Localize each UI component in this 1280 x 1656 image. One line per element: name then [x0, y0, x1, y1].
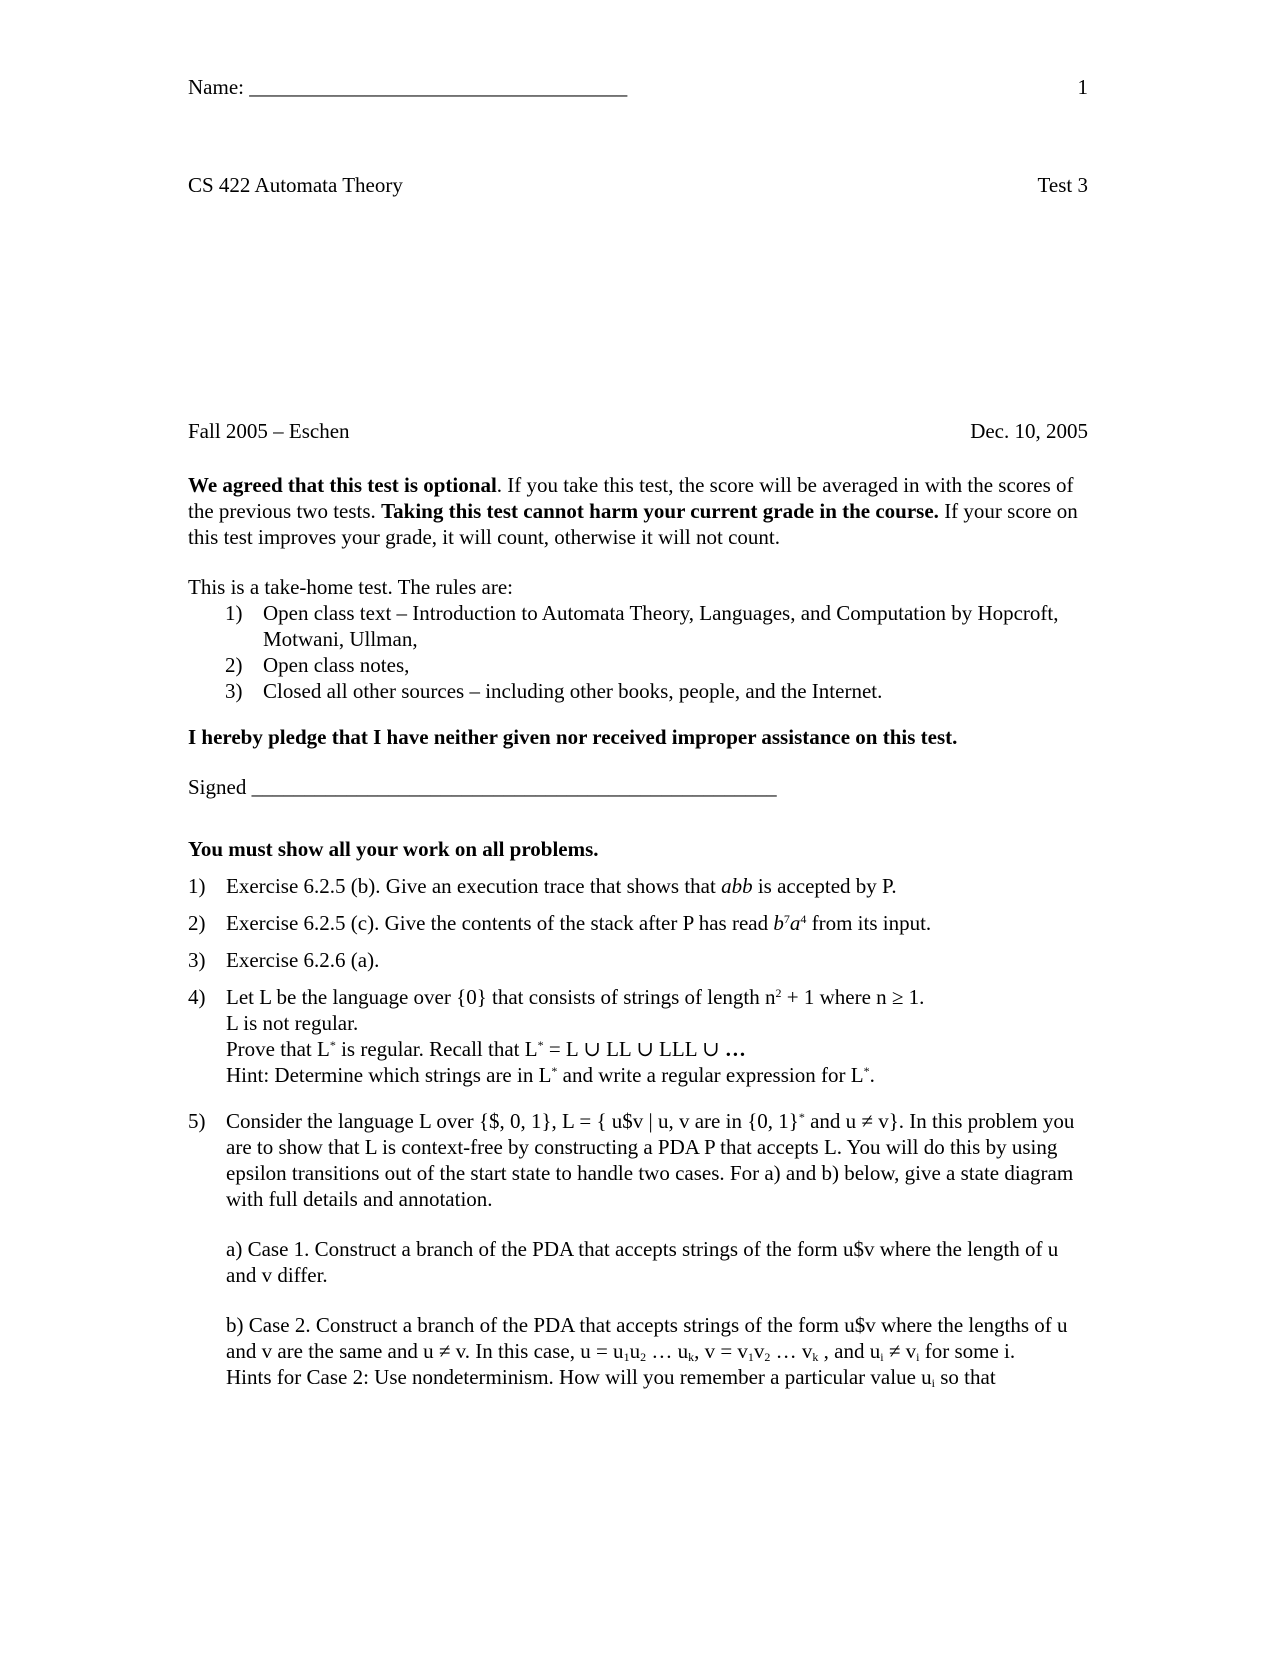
problem-3: 3) Exercise 6.2.6 (a).	[188, 948, 380, 972]
signature-blank: __________________________________________________	[251, 775, 777, 799]
problem-2: 2) Exercise 6.2.5 (c). Give the contents of the stack after P has read $b^7a^4$ from its input.	[188, 911, 932, 935]
rules-intro: This is a take-home test. The rules are:	[188, 575, 514, 599]
case-a: a) Case 1. Construct a branch of the PDA that accepts strings of the form u$v where the length of u and v differ.	[226, 1237, 1059, 1287]
case-b: b) Case 2. Construct a branch of the PDA that accepts strings of the form u$v where the lengths of u and v are the same and u ≠ v. In this case, $u = u_1u_2$ … $u_k$, $v = v_1v_2$ … $v_k$ , and $u_i \ne v_i$ for some i.	[226, 1313, 1068, 1364]
course-line	[188, 172, 1088, 198]
rule-item: 1) Open class text – Introduction to Automata Theory, Languages, and Computation by Hopcroft, Motwani, Ullman,	[225, 601, 1059, 651]
name-blank: ____________________________________	[249, 75, 628, 99]
rule-item: 2) Open class notes,	[225, 653, 410, 677]
problem-4: 4) Let L be the language over {0} that consists of strings of length $n^2 + 1$ where n ≥ 1. L is not regular. Prove that L* is regular. Recall that L* = L ∪ LL ∪ LLL ∪ … Hint: Determine which strings are in L* and write a regular expression for L*.	[188, 985, 925, 1087]
term: Fall 2005 – Eschen	[188, 419, 350, 443]
exam-date: Dec. 10, 2005	[970, 419, 1088, 443]
signature-line: Signed __________________________________________________	[188, 775, 777, 799]
intro-paragraph: We agreed that this test is optional. If you take this test, the score will be averaged in with the scores of the previous two tests. Taking this test cannot harm your current grade in the course. If your score on this test improves your grade, it will count, otherwise it will not count.	[188, 473, 1078, 549]
course-title: CS 422 Automata Theory	[188, 173, 403, 197]
term-line	[188, 418, 1088, 444]
problem-1: 1) Exercise 6.2.5 (b). Give an execution trace that shows that abb is accepted by P.	[188, 874, 897, 898]
name-field: Name: ____________________________________	[188, 75, 628, 99]
pledge-statement: I hereby pledge that I have neither given nor received improper assistance on this test.	[188, 725, 958, 749]
rule-item: 3) Closed all other sources – including other books, people, and the Internet.	[225, 679, 883, 703]
case-b-hint: Hints for Case 2: Use nondeterminism. How will you remember a particular value $u_i$ so that	[226, 1365, 996, 1390]
name-line	[188, 74, 1088, 100]
test-title: Test 3	[1037, 173, 1088, 197]
page-number: 1	[1077, 75, 1088, 99]
rules-section	[188, 574, 1088, 704]
exam-page	[188, 0, 1088, 1656]
rules-list	[188, 600, 1088, 704]
problem-5: 5) Consider the language L over {$, 0, 1}, L = { u$v | u, v are in {0, 1}* and u ≠ v}. In this problem you are to show that L is context-free by constructing a PDA P that accepts L. You will do this by using epsilon transitions out of the start state to handle two cases. For a) and b) below, give a state diagram with full details and annotation. a) Case 1. Construct a branch of the PDA that accepts strings of the form u$v where the length of u and v differ. b) Case 2. Construct a branch of the PDA that accepts strings of the form u$v where the lengths of u and v are the same and u ≠ v. In this case, $u = u_1u_2$ … $u_k$, $v = v_1v_2$ … $v_k$ , and $u_i \ne v_i$ for some i. Hints for Case 2: Use nondeterminism. How will you remember a particular value $u_i$ so that	[188, 1108, 1088, 1390]
instructions: You must show all your work on all problems.	[188, 837, 599, 861]
